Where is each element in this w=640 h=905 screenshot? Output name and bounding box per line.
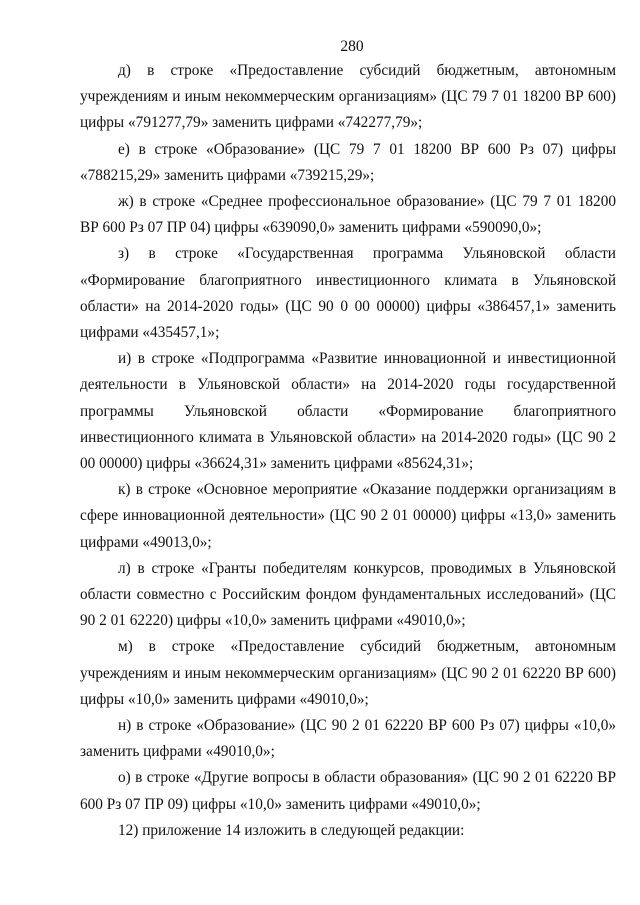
paragraph-zh: ж) в строке «Среднее профессиональное образование» (ЦС 79 7 01 18200 ВР 600 Рз 07 ПР 04) цифры «639090,0» заменить цифрами «590090,0»; [80,193,616,237]
paragraph-o: о) в строке «Другие вопросы в области образования» (ЦС 90 2 01 62220 ВР 600 Рз 07 ПР 09) цифры «10,0» заменить цифрами «49010,0»; [80,769,616,813]
page-number: 280 [340,38,364,55]
paragraph-l: л) в строке «Гранты победителям конкурсов, проводимых в Ульяновской области совместно с Российским фондом фундаментальных исследований» (ЦС 90 2 01 62220) цифры «10,0» заменить цифрами «49010,0»; [80,559,616,630]
paragraph-12: 12) приложение 14 изложить в следующей редакции: [118,821,465,839]
paragraph-z: з) в строке «Государственная программа Ульяновской области «Формирование благоприятного инвестиционного климата в Ульяновской области» на 2014-2020 годы» (ЦС 90 0 00 00000) цифры «386457,1» заменить цифрами «435457,1»; [80,245,616,342]
paragraph-e: е) в строке «Образование» (ЦС 79 7 01 18200 ВР 600 Рз 07) цифры «788215,29» заменить цифрами «739215,29»; [80,140,616,184]
paragraph-i: и) в строке «Подпрограмма «Развитие инновационной и инвестиционной деятельности в Ульяновской области» на 2014-2020 годы государственной программы Ульяновской области «Формирование благоприятного инвестиционного климата в Ульяновской области» на 2014-2020 годы» (ЦС 90 2 00 00000) цифры «36624,31» заменить цифрами «85624,31»; [80,350,616,473]
paragraph-m: м) в строке «Предоставление субсидий бюджетным, автономным учреждениям и иным некоммерческим организациям» (ЦС 90 2 01 62220 ВР 600) цифры «10,0» заменить цифрами «49010,0»; [80,638,616,708]
paragraph-n: н) в строке «Образование» (ЦС 90 2 01 62220 ВР 600 Рз 07) цифры «10,0» заменить цифрами «49010,0»; [80,717,616,761]
paragraph-k: к) в строке «Основное мероприятие «Оказание поддержки организациям в сфере инновационной деятельности» (ЦС 90 2 01 00000) цифры «13,0» заменить цифрами «49013,0»; [80,481,616,551]
paragraph-d: д) в строке «Предоставление субсидий бюджетным, автономным учреждениям и иным некоммерческим организациям» (ЦС 79 7 01 18200 ВР 600) цифры «791277,79» заменить цифрами «742277,79»; [80,62,616,132]
